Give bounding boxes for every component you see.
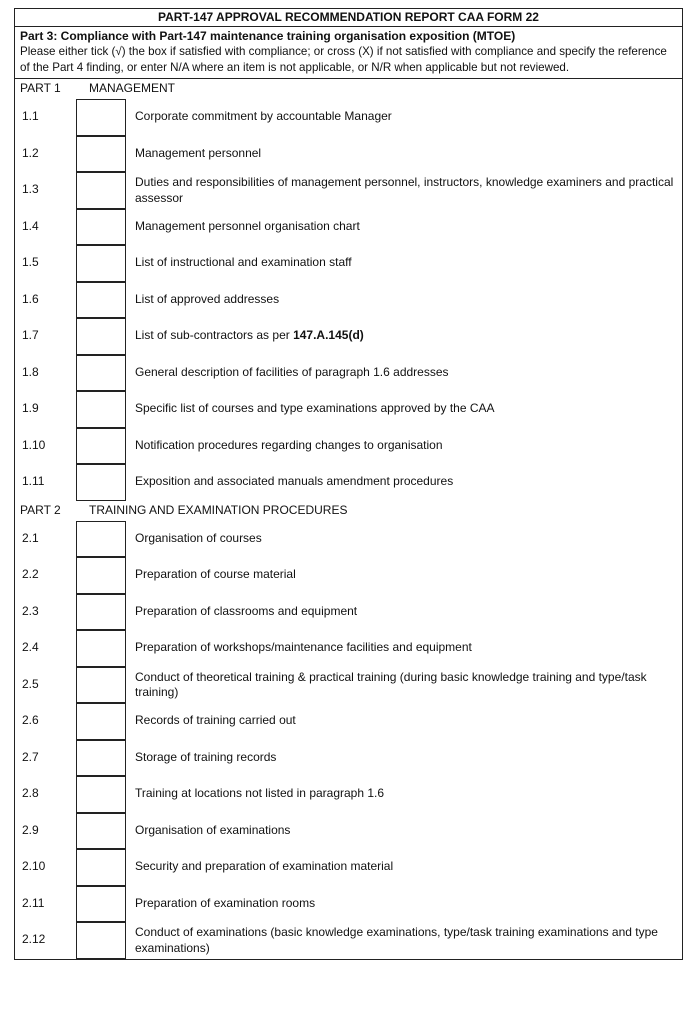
item-number: 2.1 [22,530,39,545]
compliance-checkbox[interactable] [76,209,126,246]
compliance-checkbox[interactable] [76,886,126,923]
item-number: 1.9 [22,401,39,416]
compliance-form [14,8,683,960]
item-description [135,640,676,655]
item-description [135,713,676,728]
item-text: Organisation of examinations [135,822,291,837]
checklist-item [15,172,682,209]
checklist-item [15,667,682,704]
checklist-item [15,464,682,501]
checklist-item [15,557,682,594]
item-description [135,750,676,765]
item-description [135,925,676,956]
item-text: List of instructional and examination staff [135,255,352,270]
item-number: 1.11 [22,474,45,489]
compliance-checkbox[interactable] [76,557,126,594]
compliance-checkbox[interactable] [76,703,126,740]
item-number: 1.6 [22,291,39,306]
part1-title: MANAGEMENT [89,81,176,96]
item-text: Management personnel [135,145,262,160]
item-number: 2.4 [22,640,39,655]
part2-title: TRAINING AND EXAMINATION PROCEDURES [89,502,348,517]
item-text: Specific list of courses and type examinations approved by the CAA [135,401,495,416]
item-text: Training at locations not listed in paragraph 1.6 [135,786,385,801]
item-text: Management personnel organisation chart [135,218,360,233]
part1-label: PART 1 [20,81,61,96]
item-text: General description of facilities of paragraph 1.6 addresses [135,364,449,379]
compliance-checkbox[interactable] [76,740,126,777]
compliance-checkbox[interactable] [76,136,126,173]
item-text: Preparation of course material [135,567,296,582]
item-description [135,786,676,801]
item-description [135,328,676,343]
item-number: 1.4 [22,218,39,233]
part2-label: PART 2 [20,502,61,517]
checklist-item [15,428,682,465]
compliance-checkbox[interactable] [76,282,126,319]
item-text: Preparation of examination rooms [135,895,316,910]
compliance-checkbox[interactable] [76,245,126,282]
item-description [135,859,676,874]
item-number: 2.3 [22,603,39,618]
checklist-item [15,594,682,631]
item-text: Duties and responsibilities of management personnel, instructors, knowledge examiners and practical assessor [135,175,674,205]
compliance-checkbox[interactable] [76,464,126,501]
item-number: 2.5 [22,676,39,691]
compliance-checkbox[interactable] [76,630,126,667]
compliance-checkbox[interactable] [76,391,126,428]
checklist-item [15,355,682,392]
item-number: 1.1 [22,109,39,124]
item-text: Organisation of courses [135,530,262,545]
item-description [135,146,676,161]
item-text: Records of training carried out [135,713,296,728]
compliance-checkbox[interactable] [76,355,126,392]
intro-section [15,27,682,79]
item-description [135,438,676,453]
item-number: 2.7 [22,749,39,764]
item-number: 1.3 [22,182,39,197]
checklist-item [15,886,682,923]
item-text: Exposition and associated manuals amendment procedures [135,474,454,489]
item-number: 1.5 [22,255,39,270]
item-description [135,896,676,911]
item-description [135,109,676,124]
checklist-item [15,813,682,850]
item-number: 2.2 [22,567,39,582]
section-heading: Part 3: Compliance with Part-147 maintenance training organisation exposition (MTOE) [20,29,516,43]
item-number: 1.7 [22,328,39,343]
item-number: 1.8 [22,364,39,379]
item-description [135,670,676,701]
checklist-item [15,922,682,959]
item-number: 2.9 [22,822,39,837]
item-description [135,401,676,416]
compliance-checkbox[interactable] [76,922,126,959]
compliance-checkbox[interactable] [76,849,126,886]
item-number: 2.8 [22,786,39,801]
item-number: 2.6 [22,713,39,728]
item-text: Corporate commitment by accountable Manager [135,109,392,124]
item-number: 1.10 [22,437,46,452]
checklist-item [15,740,682,777]
item-text: Storage of training records [135,749,277,764]
item-number: 2.12 [22,932,46,947]
item-text: Conduct of theoretical training & practical training (during basic knowledge training and type/task training) [135,669,647,700]
item-description [135,255,676,270]
compliance-checkbox[interactable] [76,428,126,465]
item-text: Preparation of workshops/maintenance facilities and equipment [135,640,472,655]
item-description [135,175,676,206]
checklist-item [15,282,682,319]
checklist-item [15,245,682,282]
checklist-item [15,99,682,136]
item-reference: 147.A.145(d) [293,328,364,343]
checklist-item [15,776,682,813]
item-description [135,365,676,380]
item-number: 2.10 [22,859,46,874]
checklist-item [15,703,682,740]
compliance-checkbox[interactable] [76,521,126,558]
instructions-text: Please either tick (√) the box if satisfied with compliance; or cross (X) if not satisfied with compliance and specify the reference of the Part 4 finding, or enter N/A where an item is not applicable, or N/R when applicable but not reviewed. [20,45,667,74]
compliance-checkbox[interactable] [76,776,126,813]
compliance-checkbox[interactable] [76,172,126,209]
item-text: Notification procedures regarding changes to organisation [135,437,443,452]
item-text: List of approved addresses [135,291,280,306]
item-text: Preparation of classrooms and equipment [135,603,358,618]
form-title: PART-147 APPROVAL RECOMMENDATION REPORT CAA FORM 22 [15,9,682,27]
part1-items [15,99,682,501]
item-description [135,823,676,838]
checklist-item [15,521,682,558]
compliance-checkbox[interactable] [76,99,126,136]
checklist-item [15,318,682,355]
compliance-checkbox[interactable] [76,813,126,850]
checklist-item [15,209,682,246]
item-description [135,531,676,546]
item-text: Conduct of examinations (basic knowledge examinations, type/task training examinations and type examinations) [135,925,658,955]
checklist-item [15,136,682,173]
item-description [135,474,676,489]
part2-items [15,521,682,959]
item-description [135,604,676,619]
item-text: Security and preparation of examination material [135,859,394,874]
compliance-checkbox[interactable] [76,594,126,631]
compliance-checkbox[interactable] [76,667,126,704]
compliance-checkbox[interactable] [76,318,126,355]
checklist-item [15,391,682,428]
item-number: 2.11 [22,895,45,910]
checklist-item [15,849,682,886]
part1-header [15,79,682,99]
item-description [135,219,676,234]
part2-header [15,501,682,521]
checklist-item [15,630,682,667]
item-description [135,292,676,307]
item-number: 1.2 [22,145,39,160]
item-text: List of sub-contractors as per [135,328,294,343]
item-description [135,567,676,582]
